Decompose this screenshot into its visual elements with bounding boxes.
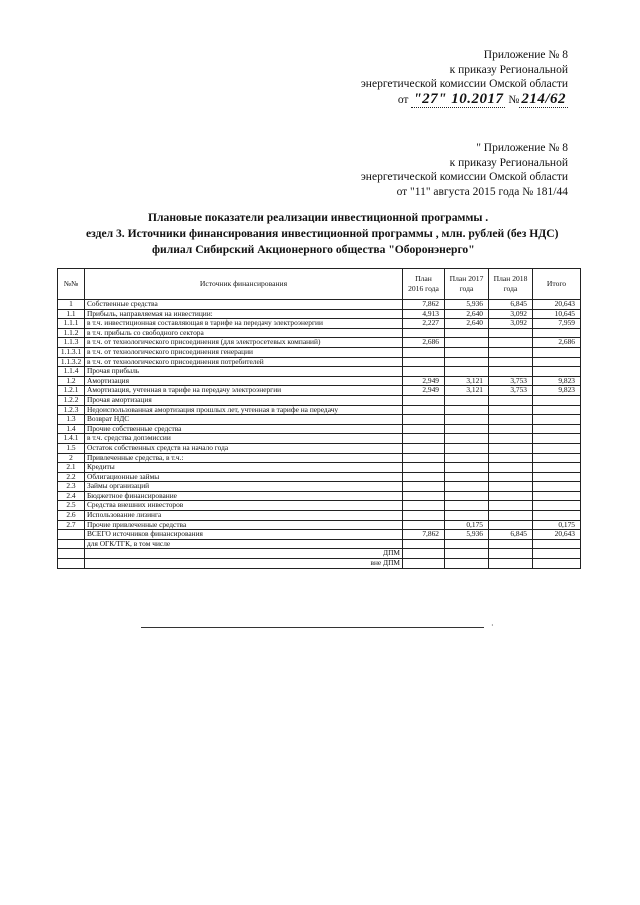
row-plan-2016	[403, 405, 445, 415]
row-plan-2018	[489, 511, 533, 521]
commission-name-2: энергетической комиссии Омской области	[360, 171, 568, 183]
row-number: 1.2.1	[58, 386, 85, 396]
row-total	[533, 434, 581, 444]
table-row	[58, 472, 581, 482]
table-row	[58, 520, 581, 530]
row-plan-2018	[489, 338, 533, 348]
row-source: Недоиспользованная амортизация прошлых лет, учтенная в тарифе на передачу	[85, 405, 403, 415]
row-number: 1.4	[58, 424, 85, 434]
row-plan-2016	[403, 520, 445, 530]
row-total	[533, 491, 581, 501]
row-plan-2017: 5,936	[445, 530, 489, 540]
row-plan-2017	[445, 463, 489, 473]
row-plan-2017	[445, 424, 489, 434]
row-plan-2016	[403, 367, 445, 377]
table-row	[58, 309, 581, 319]
row-source: в т.ч. прибыль со свободного сектора	[85, 328, 403, 338]
row-plan-2017	[445, 434, 489, 444]
table-row	[58, 338, 581, 348]
row-plan-2016: 7,862	[403, 300, 445, 310]
row-total	[533, 501, 581, 511]
row-number: 2.1	[58, 463, 85, 473]
row-number: 1.1.4	[58, 367, 85, 377]
header-plan-2016: План 2016 года	[403, 269, 445, 300]
row-source: Займы организаций	[85, 482, 403, 492]
row-total	[533, 549, 581, 559]
row-total	[533, 367, 581, 377]
row-plan-2018	[489, 367, 533, 377]
row-plan-2016: 4,913	[403, 309, 445, 319]
row-source: Амортизация, учтенная в тарифе на передачу электроэнергии	[85, 386, 403, 396]
row-number: 1.3	[58, 415, 85, 425]
attachment-label-2: " Приложение № 8	[476, 142, 568, 154]
row-plan-2016	[403, 491, 445, 501]
row-source: Использование лизинга	[85, 511, 403, 521]
row-plan-2018	[489, 482, 533, 492]
row-source: Прочие собственные средства	[85, 424, 403, 434]
row-total	[533, 453, 581, 463]
row-number: 2	[58, 453, 85, 463]
row-plan-2017	[445, 405, 489, 415]
row-total: 9,823	[533, 376, 581, 386]
title-main: Плановые показатели реализации инвестиционной программы .	[148, 211, 489, 224]
row-plan-2017: 0,175	[445, 520, 489, 530]
row-plan-2016: 2,686	[403, 338, 445, 348]
table-body	[58, 300, 581, 569]
table-row	[58, 501, 581, 511]
row-total	[533, 511, 581, 521]
row-plan-2018	[489, 501, 533, 511]
row-number: 2.6	[58, 511, 85, 521]
row-plan-2018	[489, 347, 533, 357]
row-source: Прочие привлеченные средства	[85, 520, 403, 530]
row-number	[58, 539, 85, 549]
row-source: в т.ч. от технологического присоединения генерации	[85, 347, 403, 357]
order-attachment-header	[361, 48, 568, 107]
row-number: 1.1.3.1	[58, 347, 85, 357]
row-plan-2018	[489, 405, 533, 415]
row-total: 9,823	[533, 386, 581, 396]
row-source: Облигационные займы	[85, 472, 403, 482]
row-total	[533, 328, 581, 338]
row-plan-2018	[489, 491, 533, 501]
bottom-mark: ·	[491, 621, 494, 630]
row-plan-2018	[489, 559, 533, 569]
row-plan-2017	[445, 328, 489, 338]
table-row	[58, 367, 581, 377]
row-number: 1.1.3	[58, 338, 85, 348]
row-plan-2016	[403, 443, 445, 453]
row-source: Средства внешних инвесторов	[85, 501, 403, 511]
row-plan-2016	[403, 539, 445, 549]
row-plan-2017: 2,640	[445, 319, 489, 329]
table-row	[58, 530, 581, 540]
row-plan-2017	[445, 443, 489, 453]
row-total: 2,686	[533, 338, 581, 348]
row-plan-2018	[489, 395, 533, 405]
row-source: для ОГК/ТГК, в том числе	[85, 539, 403, 549]
commission-name: энергетической комиссии Омской области	[360, 78, 568, 90]
row-total	[533, 357, 581, 367]
row-number: 2.4	[58, 491, 85, 501]
table-row	[58, 386, 581, 396]
row-plan-2018	[489, 443, 533, 453]
table-row	[58, 443, 581, 453]
row-plan-2018: 3,753	[489, 386, 533, 396]
table-row	[58, 434, 581, 444]
row-plan-2017	[445, 549, 489, 559]
row-source: Прочая амортизация	[85, 395, 403, 405]
row-number: 2.3	[58, 482, 85, 492]
header-num: №№	[58, 269, 85, 300]
row-source: в т.ч. инвестиционная составляющая в тарифе на передачу электроэнергии	[85, 319, 403, 329]
table-row	[58, 539, 581, 549]
row-total	[533, 395, 581, 405]
row-plan-2016	[403, 434, 445, 444]
row-plan-2017	[445, 539, 489, 549]
row-source: Остаток собственных средств на начало года	[85, 443, 403, 453]
table-row	[58, 549, 581, 559]
row-source: Прочая прибыль	[85, 367, 403, 377]
row-plan-2017	[445, 395, 489, 405]
row-source: Возврат НДС	[85, 415, 403, 425]
row-plan-2017	[445, 491, 489, 501]
row-number: 1.1	[58, 309, 85, 319]
row-plan-2018	[489, 328, 533, 338]
table-row	[58, 482, 581, 492]
row-plan-2017	[445, 501, 489, 511]
row-total: 20,643	[533, 300, 581, 310]
header-plan-2018: План 2018 года	[489, 269, 533, 300]
row-number: 1.2.2	[58, 395, 85, 405]
row-plan-2018: 3,753	[489, 376, 533, 386]
original-attachment-header	[361, 141, 568, 199]
row-number: 2.5	[58, 501, 85, 511]
table-row	[58, 415, 581, 425]
row-plan-2018: 6,845	[489, 530, 533, 540]
order-reference-2: к приказу Региональной	[449, 156, 568, 169]
title-section: ездел 3. Источники финансирования инвестиционной программы , млн. рублей (без НДС)	[86, 227, 559, 240]
row-number: 2.2	[58, 472, 85, 482]
row-total: 0,175	[533, 520, 581, 530]
row-plan-2017	[445, 453, 489, 463]
row-plan-2016	[403, 559, 445, 569]
row-total: 10,645	[533, 309, 581, 319]
table-row	[58, 319, 581, 329]
row-plan-2016: 2,949	[403, 376, 445, 386]
row-total	[533, 424, 581, 434]
row-number	[58, 559, 85, 569]
row-plan-2016	[403, 415, 445, 425]
row-total	[533, 405, 581, 415]
row-source: Привлеченные средства, в т.ч.:	[85, 453, 403, 463]
row-number: 1.4.1	[58, 434, 85, 444]
row-total	[533, 559, 581, 569]
row-plan-2017	[445, 367, 489, 377]
row-plan-2018: 3,092	[489, 319, 533, 329]
row-plan-2017: 2,640	[445, 309, 489, 319]
order-date-line	[361, 92, 568, 108]
order-reference: к приказу Региональной	[449, 63, 568, 76]
row-plan-2018	[489, 549, 533, 559]
row-source: в т.ч. от технологического присоединения (для электросетевых компаний)	[85, 338, 403, 348]
row-source: Амортизация	[85, 376, 403, 386]
row-plan-2018	[489, 520, 533, 530]
table-row	[58, 463, 581, 473]
row-plan-2018	[489, 434, 533, 444]
row-total	[533, 472, 581, 482]
row-plan-2016	[403, 463, 445, 473]
header-total: Итого	[533, 269, 581, 300]
row-plan-2018	[489, 463, 533, 473]
row-plan-2018: 6,845	[489, 300, 533, 310]
row-plan-2016	[403, 328, 445, 338]
row-source: ДПМ	[85, 549, 403, 559]
from-label: от	[397, 93, 409, 106]
table-row	[58, 559, 581, 569]
row-plan-2016	[403, 482, 445, 492]
row-plan-2017	[445, 511, 489, 521]
row-total	[533, 482, 581, 492]
row-plan-2018	[489, 453, 533, 463]
row-plan-2018	[489, 424, 533, 434]
table-header-row	[58, 269, 581, 300]
row-plan-2018	[489, 357, 533, 367]
table-row	[58, 300, 581, 310]
header-plan-2017: План 2017 года	[445, 269, 489, 300]
row-plan-2017	[445, 415, 489, 425]
row-plan-2016	[403, 347, 445, 357]
row-number: 1	[58, 300, 85, 310]
row-source: Собственные средства	[85, 300, 403, 310]
table-row	[58, 491, 581, 501]
row-total: 20,643	[533, 530, 581, 540]
row-plan-2017: 5,936	[445, 300, 489, 310]
handwritten-number: 214/62	[521, 90, 566, 107]
row-plan-2016	[403, 549, 445, 559]
row-total	[533, 443, 581, 453]
table-row	[58, 405, 581, 415]
handwritten-date: "27" 10.2017	[413, 90, 504, 107]
table-row	[58, 357, 581, 367]
row-plan-2016	[403, 395, 445, 405]
table-row	[58, 347, 581, 357]
bottom-rule	[141, 627, 484, 628]
row-plan-2018	[489, 472, 533, 482]
row-total	[533, 347, 581, 357]
number-label: №	[508, 93, 520, 106]
document-titles	[86, 210, 586, 258]
row-source: в т.ч. от технологического присоединения потребителей	[85, 357, 403, 367]
table-row	[58, 424, 581, 434]
table-row	[58, 376, 581, 386]
row-total	[533, 415, 581, 425]
row-number: 1.2.3	[58, 405, 85, 415]
row-source: в т.ч. средства допэмиссии	[85, 434, 403, 444]
table-row	[58, 511, 581, 521]
row-plan-2016: 2,949	[403, 386, 445, 396]
attachment-label: Приложение № 8	[483, 49, 568, 61]
row-source: Кредиты	[85, 463, 403, 473]
header-source: Источник финансирования	[85, 269, 403, 300]
row-plan-2017: 3,121	[445, 386, 489, 396]
table-row	[58, 328, 581, 338]
row-plan-2016	[403, 453, 445, 463]
row-plan-2017	[445, 338, 489, 348]
row-plan-2017	[445, 559, 489, 569]
row-source: ВСЕГО источников финансирования	[85, 530, 403, 540]
row-plan-2016	[403, 357, 445, 367]
row-plan-2017	[445, 472, 489, 482]
row-number	[58, 549, 85, 559]
order-date-2: от "11" августа 2015 года № 181/44	[396, 185, 568, 198]
row-total	[533, 539, 581, 549]
row-number: 1.1.1	[58, 319, 85, 329]
table-row	[58, 395, 581, 405]
row-source: Бюджетное финансирование	[85, 491, 403, 501]
row-number: 2.7	[58, 520, 85, 530]
title-organization: филиал Сибирский Акционерного общества "Оборонэнерго"	[152, 243, 475, 256]
row-plan-2017	[445, 482, 489, 492]
row-source: Прибыль, направляемая на инвестиции:	[85, 309, 403, 319]
financing-table	[57, 268, 581, 569]
row-plan-2016	[403, 472, 445, 482]
row-number: 1.1.2	[58, 328, 85, 338]
row-number: 1.2	[58, 376, 85, 386]
row-source: вне ДПМ	[85, 559, 403, 569]
table-row	[58, 453, 581, 463]
row-plan-2016	[403, 501, 445, 511]
row-plan-2016: 7,862	[403, 530, 445, 540]
row-plan-2018	[489, 539, 533, 549]
row-plan-2016: 2,227	[403, 319, 445, 329]
row-plan-2017	[445, 347, 489, 357]
row-number	[58, 530, 85, 540]
row-plan-2016	[403, 424, 445, 434]
row-number: 1.5	[58, 443, 85, 453]
row-number: 1.1.3.2	[58, 357, 85, 367]
row-plan-2017	[445, 357, 489, 367]
row-plan-2016	[403, 511, 445, 521]
row-total	[533, 463, 581, 473]
row-plan-2018: 3,092	[489, 309, 533, 319]
row-total: 7,959	[533, 319, 581, 329]
row-plan-2017: 3,121	[445, 376, 489, 386]
row-plan-2018	[489, 415, 533, 425]
